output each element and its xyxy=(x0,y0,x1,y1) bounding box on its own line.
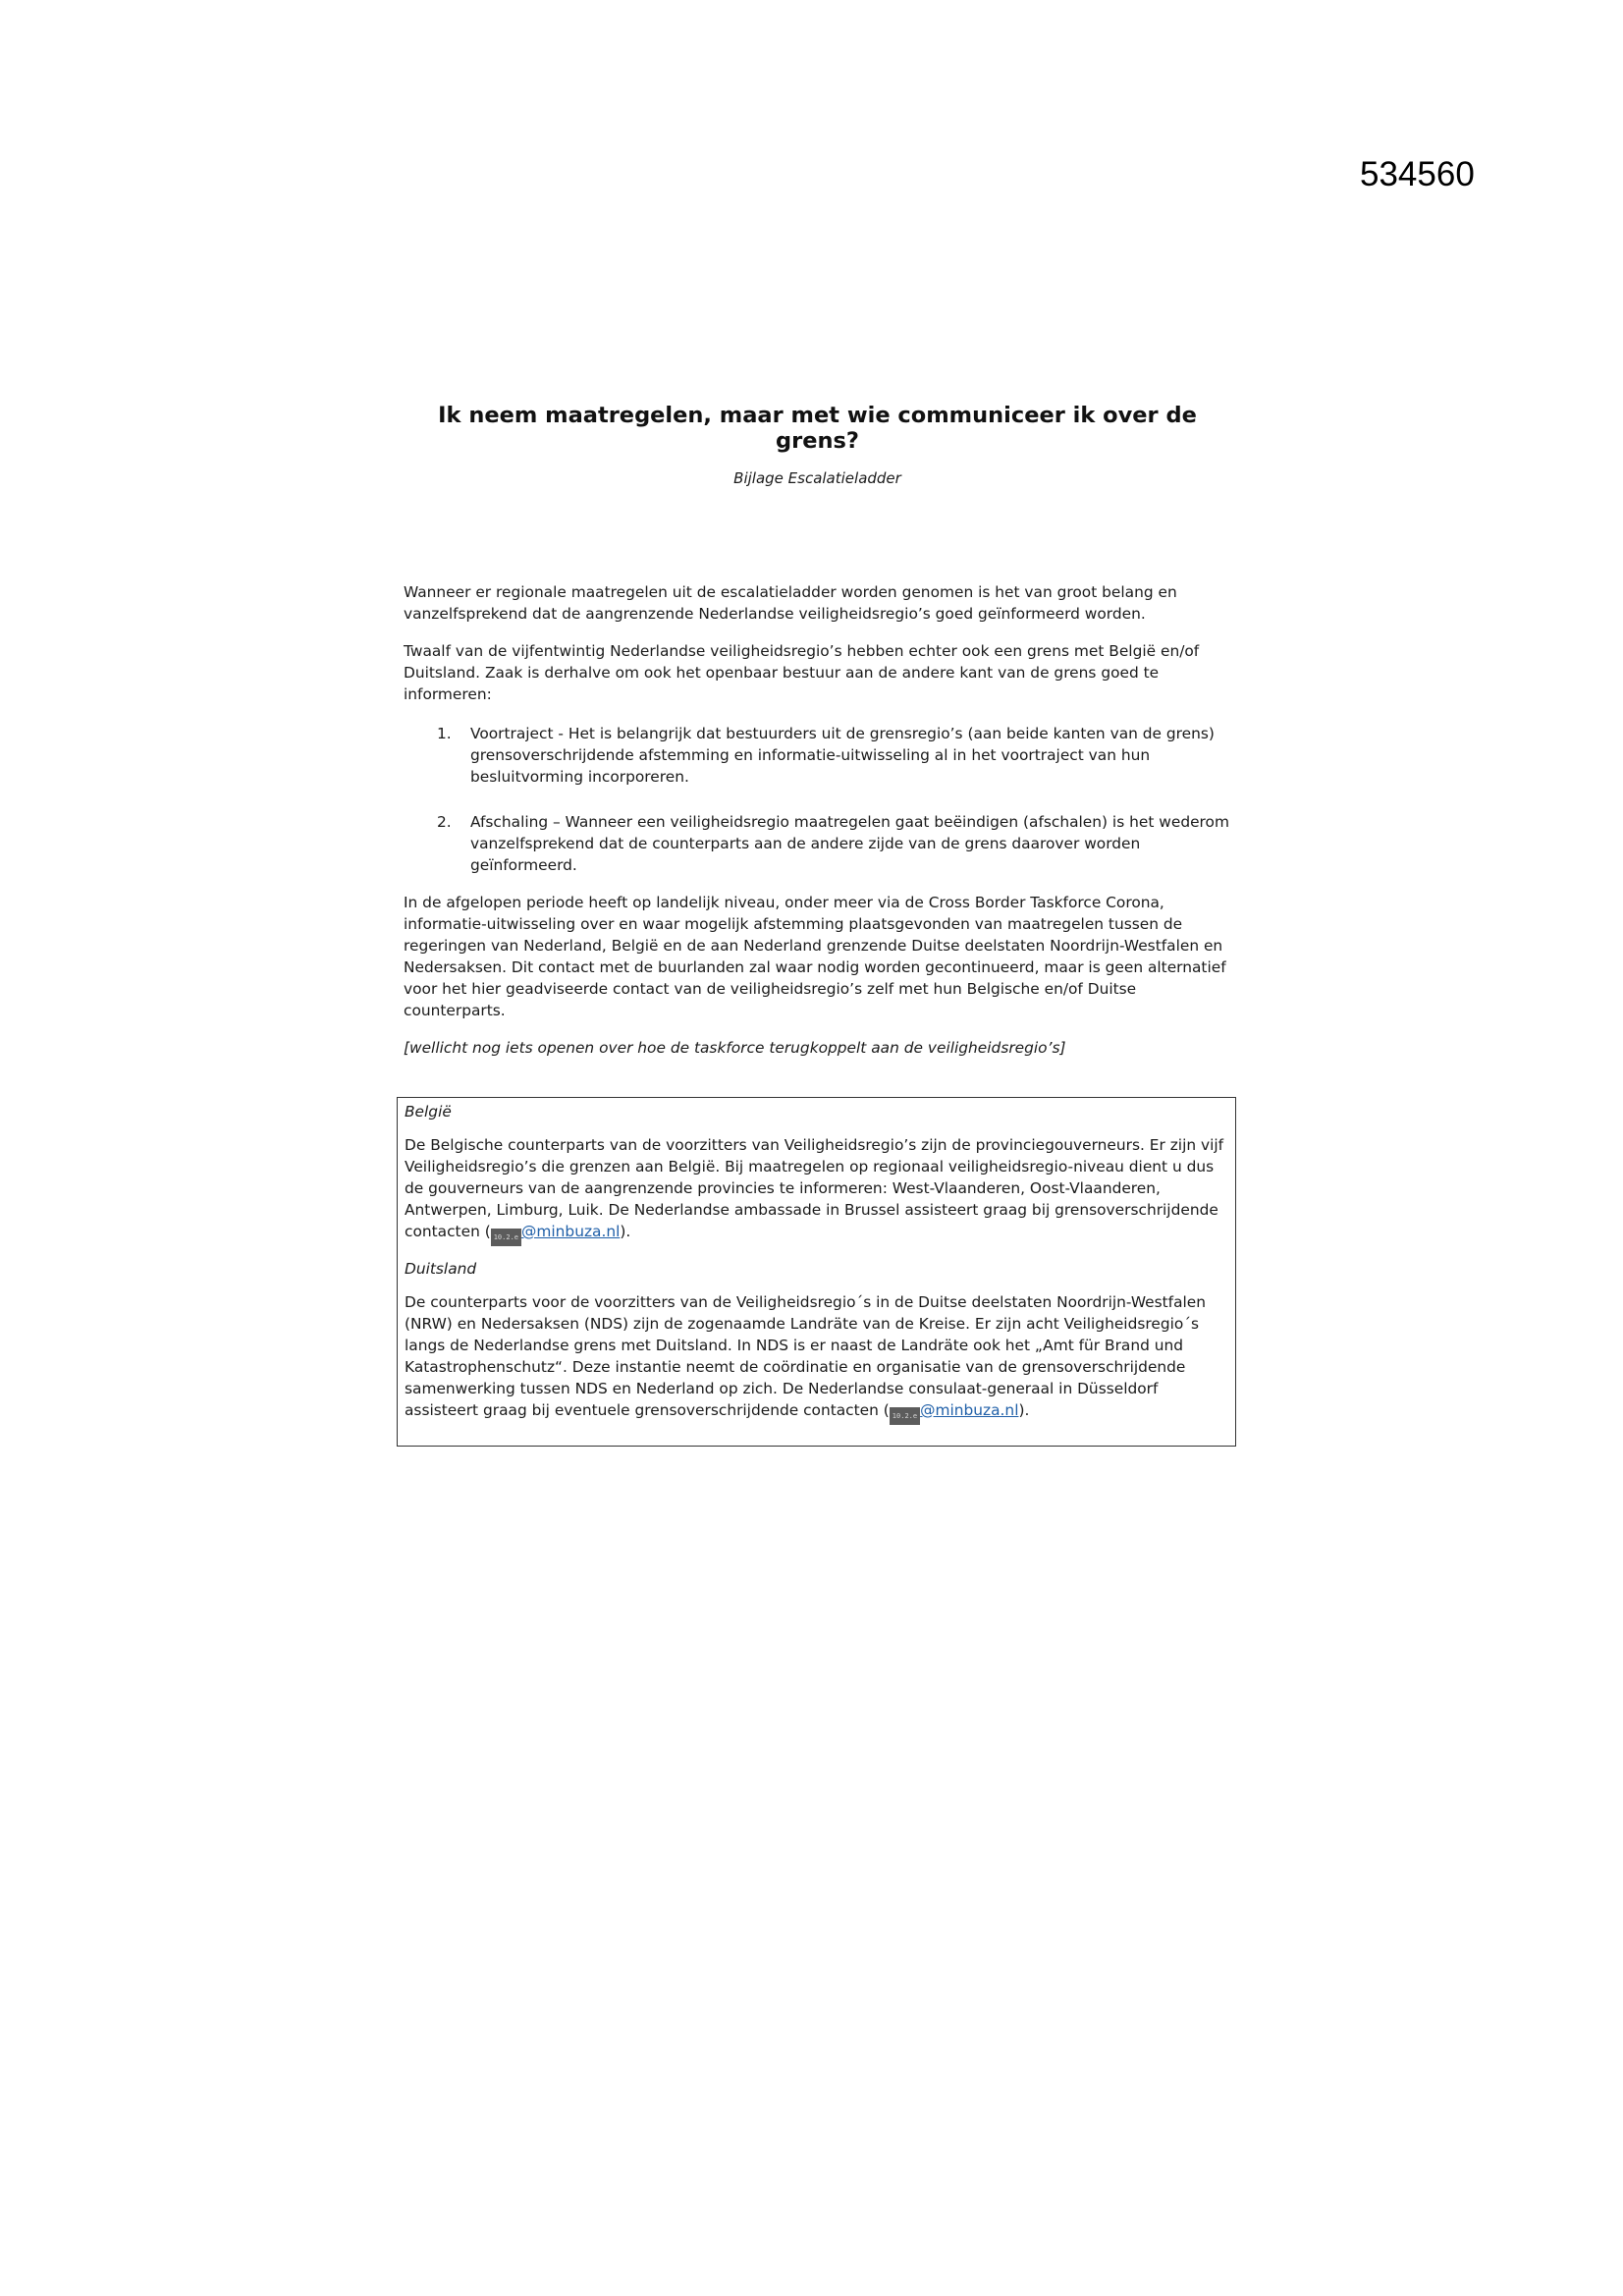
belgie-email-link[interactable]: @minbuza.nl xyxy=(521,1223,621,1240)
contacts-box xyxy=(397,1097,1236,1447)
belgie-heading: België xyxy=(405,1103,452,1121)
duitsland-tail: ). xyxy=(1018,1401,1030,1419)
national-level-paragraph: In de afgelopen periode heeft op landelijk niveau, onder meer via de Cross Border Taskforce Corona, informatie-uitwisseling over en waar mogelijk afstemming plaatsgevonden van maatregelen tussen de regeringen van Nederland, België en de aan Nederland grenzende Duitse deelstaten Noordrijn-Westfalen en Nedersaksen. Dit contact met de buurlanden zal waar nodig worden gecontinueerd, maar is geen alternatief voor het hier geadviseerde contact van de veiligheidsregio’s zelf met hun Belgische en/of Duitse counterparts. xyxy=(404,894,1226,1019)
list-item-text: Afschaling – Wanneer een veiligheidsregio maatregelen gaat beëindigen (afschalen) is het wederom vanzelfsprekend dat de counterparts aan de andere zijde van de grens daarover worden geïnformeerd. xyxy=(470,813,1229,874)
belgie-tail: ). xyxy=(620,1223,631,1240)
list-item-number: 1. xyxy=(437,725,452,742)
list-item-text: Voortraject - Het is belangrijk dat bestuurders uit de grensregio’s (aan beide kanten van de grens) grensoverschrijdende afstemming en informatie-uitwisseling al in het voortraject van hun besluitvorming incorporeren. xyxy=(470,725,1215,786)
duitsland-email-link[interactable]: @minbuza.nl xyxy=(920,1401,1019,1419)
belgie-body: De Belgische counterparts van de voorzitters van Veiligheidsregio’s zijn de provinciegouverneurs. Er zijn vijf Veiligheidsregio’s die grenzen aan België. Bij maatregelen op regionaal veiligheidsregio-niveau dient u dus de gouverneurs van de aangrenzende provincies te informeren: West-Vlaanderen, Oost-Vlaanderen, Antwerpen, Limburg, Luik. De Nederlandse ambassade in Brussel assisteert graag bij grensoverschrijdende contacten ( xyxy=(405,1136,1224,1240)
border-paragraph: Twaalf van de vijfentwintig Nederlandse veiligheidsregio’s hebben echter ook een grens met België en/of Duitsland. Zaak is derhalve om ook het openbaar bestuur aan de andere kant van de grens goed te informeren: xyxy=(404,642,1200,703)
comment-paragraph: [wellicht nog iets openen over hoe de taskforce terugkoppelt aan de veiligheidsregio’s] xyxy=(404,1039,1066,1057)
document-number: 534560 xyxy=(1360,155,1475,193)
list-item-number: 2. xyxy=(437,813,452,831)
redaction-mark: 10.2.e xyxy=(491,1229,521,1246)
duitsland-body: De counterparts voor de voorzitters van de Veiligheidsregio´s in de Duitse deelstaten Noordrijn-Westfalen (NRW) en Nedersaksen (NDS) zijn de zogenaamde Landräte van de Kreise. Er zijn acht Veiligheidsregio´s langs de Nederlandse grens met Duitsland. In NDS is er naast de Landräte ook het „Amt für Brand und Katastrophenschutz“. Deze instantie neemt de coördinatie en organisatie van de grensoverschrijdende samenwerking tussen NDS en Nederland op zich. De Nederlandse consulaat-generaal in Düsseldorf assisteert graag bij eventuele grensoverschrijdende contacten ( xyxy=(405,1293,1207,1419)
duitsland-text xyxy=(405,1291,1228,1425)
page-title: Ik neem maatregelen, maar met wie communiceer ik over de grens? xyxy=(438,403,1197,454)
numbered-list xyxy=(404,723,1231,876)
duitsland-heading: Duitsland xyxy=(405,1260,477,1278)
page-subtitle: Bijlage Escalatieladder xyxy=(733,469,901,487)
list-item xyxy=(404,723,1231,788)
document-body xyxy=(404,403,1231,1059)
redaction-mark: 10.2.e xyxy=(890,1407,920,1425)
list-item xyxy=(404,811,1231,876)
belgie-text xyxy=(405,1134,1228,1246)
intro-paragraph: Wanneer er regionale maatregelen uit de escalatieladder worden genomen is het van groot belang en vanzelfsprekend dat de aangrenzende Nederlandse veiligheidsregio’s goed geïnformeerd worden. xyxy=(404,583,1177,623)
